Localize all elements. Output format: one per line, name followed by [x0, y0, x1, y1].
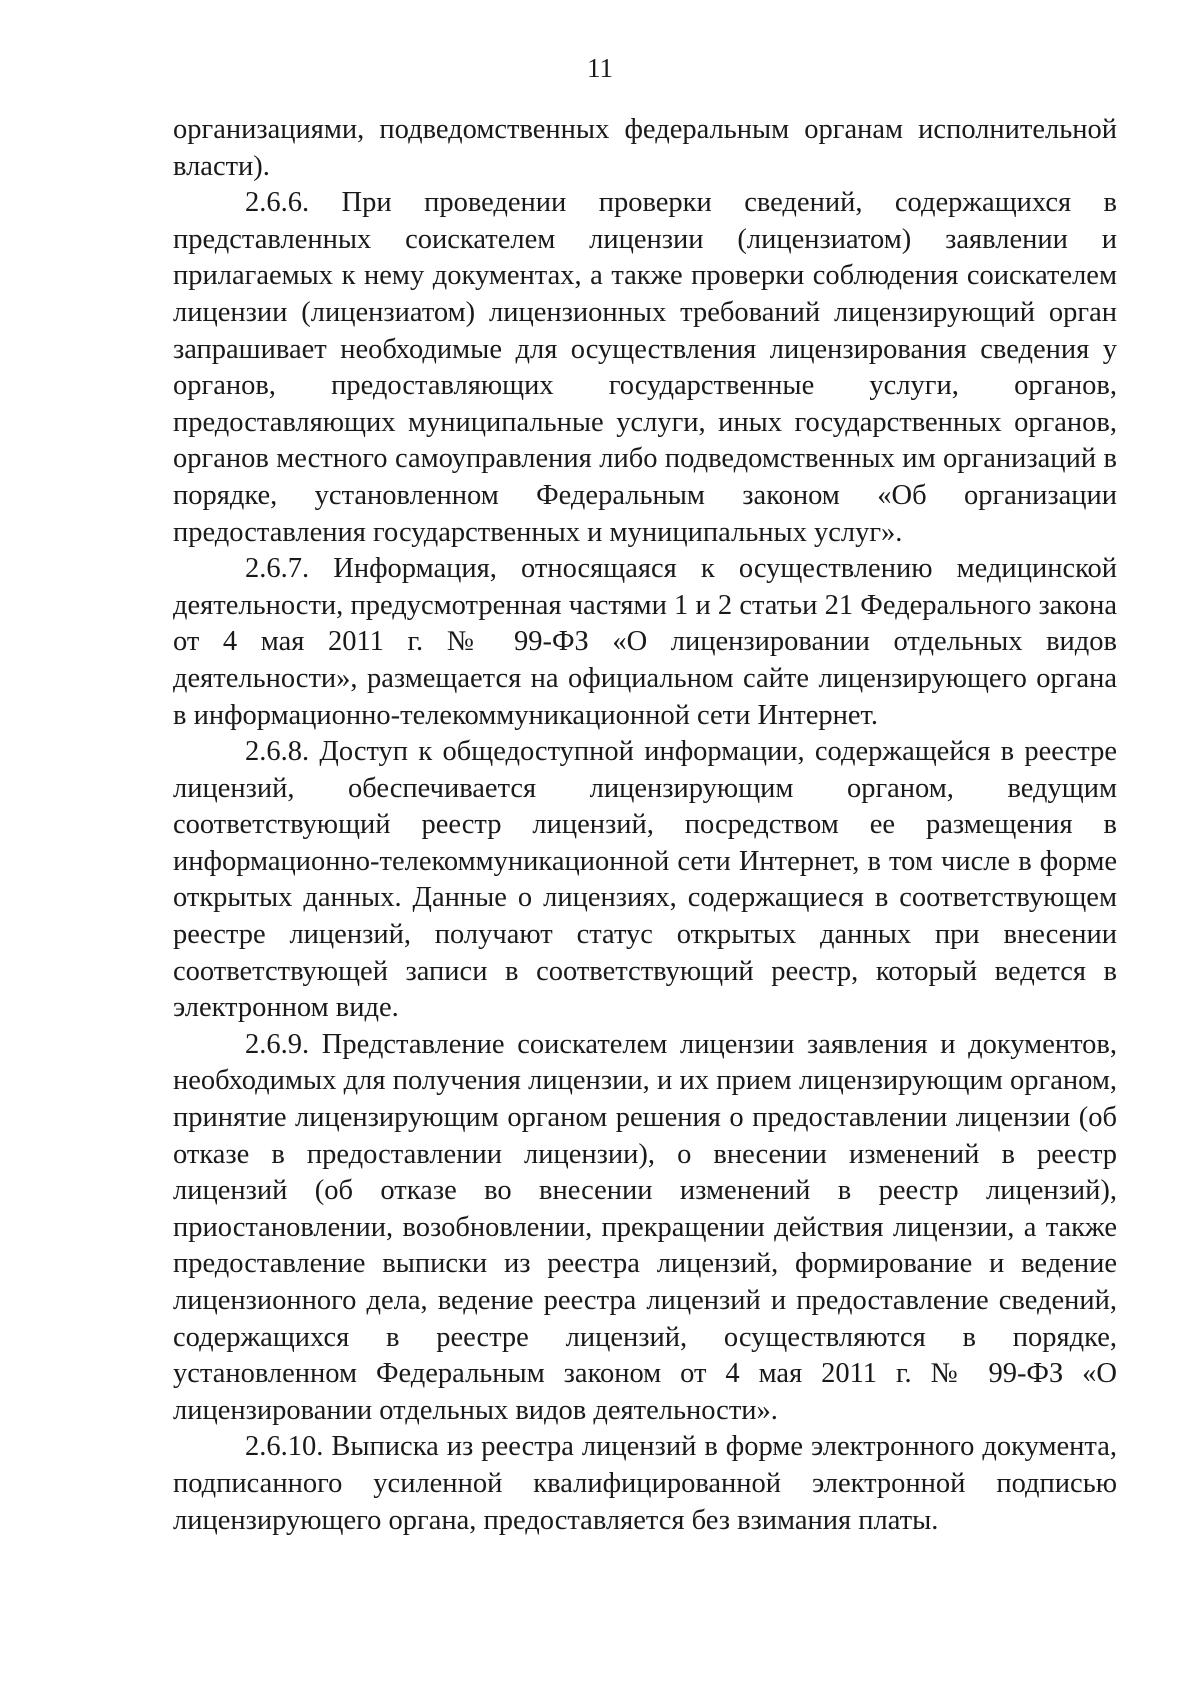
document-body — [173, 112, 1117, 1539]
page-number: 11 — [587, 53, 613, 83]
paragraph-2-6-7: 2.6.7. Информация, относящаяся к осуществлению медицинской деятельности, предусмотренная частями 1 и 2 статьи 21 Федерального закона от 4 мая 2011 г. № 99-ФЗ «О лицензировании отдельных видов деятельности», размещается на официальном сайте лицензирующего органа в информационно-телекоммуникационной сети Интернет. — [173, 553, 1117, 731]
paragraph-continued: организациями, подведомственных федеральным органам исполнительной власти). — [173, 114, 1117, 182]
paragraph-2-6-10: 2.6.10. Выписка из реестра лицензий в форме электронного документа, подписанного усиленной квалифицированной электронной подписью лицензирующего органа, предоставляется без взимания платы. — [173, 1431, 1117, 1536]
paragraph-2-6-9: 2.6.9. Представление соискателем лицензии заявления и документов, необходимых для получения лицензии, и их прием лицензирующим органом, принятие лицензирующим органом решения о предоставлении лицензии (об отказе в предоставлении лицензии), о внесении изменений в реестр лицензий (об отказе во внесении изменений в реестр лицензий), приостановлении, возобновлении, прекращении действия лицензии, а также предоставление выписки из реестра лицензий, формирование и ведение лицензионного дела, ведение реестра лицензий и предоставление сведений, содержащихся в реестре лицензий, осуществляются в порядке, установленном Федеральным законом от 4 мая 2011 г. № 99-ФЗ «О лицензировании отдельных видов деятельности». — [173, 1028, 1117, 1426]
paragraph-2-6-6: 2.6.6. При проведении проверки сведений, содержащихся в представленных соискателем лицензии (лицензиатом) заявлении и прилагаемых к нему документах, а также проверки соблюдения соискателем лицензии (лицензиатом) лицензионных требований лицензирующий орган запрашивает необходимые для осуществления лицензирования сведения у органов, предоставляющих государственные услуги, органов, предоставляющих муниципальные услуги, иных государственных органов, органов местного самоуправления либо подведомственных им организаций в порядке, установленном Федеральным законом «Об организации предоставления государственных и муниципальных услуг». — [173, 187, 1117, 548]
paragraph-2-6-8: 2.6.8. Доступ к общедоступной информации, содержащейся в реестре лицензий, обеспечивается лицензирующим органом, ведущим соответствующий реестр лицензий, посредством ее размещения в информационно-телекоммуникационной сети Интернет, в том числе в форме открытых данных. Данные о лицензиях, содержащиеся в соответствующем реестре лицензий, получают статус открытых данных при внесении соответствующей записи в соответствующий реестр, который ведется в электронном виде. — [173, 736, 1117, 1024]
